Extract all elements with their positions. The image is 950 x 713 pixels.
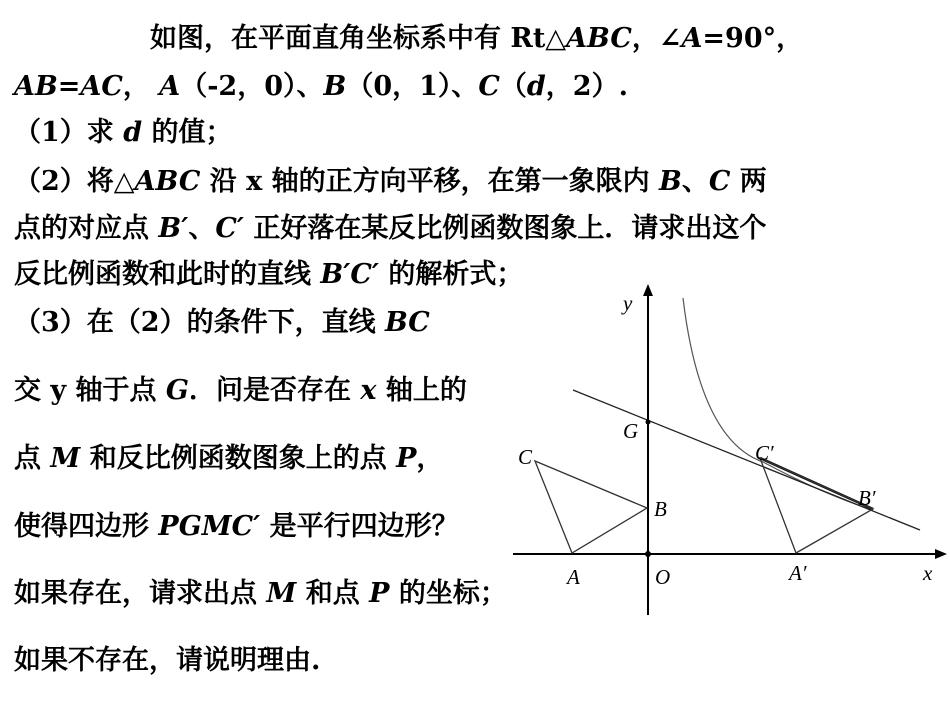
label-b-prime: B′ xyxy=(858,486,876,510)
line-2: AB=AC， A（-2，0）、B（0，1）、C（d，2）. xyxy=(14,71,628,102)
point-g xyxy=(646,420,651,425)
x-axis-arrow xyxy=(935,549,947,559)
label-b: B xyxy=(654,497,667,521)
line-8: 交 y 轴于点 G．问是否存在 x 轴上的 xyxy=(14,375,467,406)
label-c-prime: C′ xyxy=(755,441,774,465)
line-12: 如果不存在，请说明理由. xyxy=(14,645,321,676)
y-axis-arrow xyxy=(643,284,653,296)
line-10: 使得四边形 PGMC′ 是平行四边形？ xyxy=(14,511,459,542)
line-1: 如图，在平面直角坐标系中有 Rt△ABC，∠A=90°， xyxy=(150,23,804,54)
label-x-axis: x xyxy=(923,561,933,585)
line-11: 如果存在，请求出点 M 和点 P 的坐标； xyxy=(14,578,507,609)
coordinate-figure xyxy=(505,280,950,615)
line-3: （1）求 d 的值； xyxy=(14,117,233,148)
origin-point xyxy=(645,551,651,557)
line-4: （2）将△ABC 沿 x 轴的正方向平移，在第一象限内 B、C 两 xyxy=(14,166,767,197)
triangle-abc xyxy=(535,461,647,553)
line-5: 点的对应点 B′、C′ 正好落在某反比例函数图象上．请求出这个 xyxy=(14,213,767,244)
label-g: G xyxy=(623,419,639,443)
label-y-axis: y xyxy=(623,291,633,315)
label-a-prime: A′ xyxy=(789,561,807,585)
line-7: （3）在（2）的条件下，直线 BC xyxy=(14,307,430,338)
line-6: 反比例函数和此时的直线 B′C′ 的解析式； xyxy=(14,259,524,290)
line-9: 点 M 和反比例函数图象上的点 P， xyxy=(14,443,444,474)
label-c: C xyxy=(518,445,533,469)
label-a: A xyxy=(567,565,580,589)
label-origin: O xyxy=(655,565,671,589)
hyperbola-curve xyxy=(683,298,873,510)
